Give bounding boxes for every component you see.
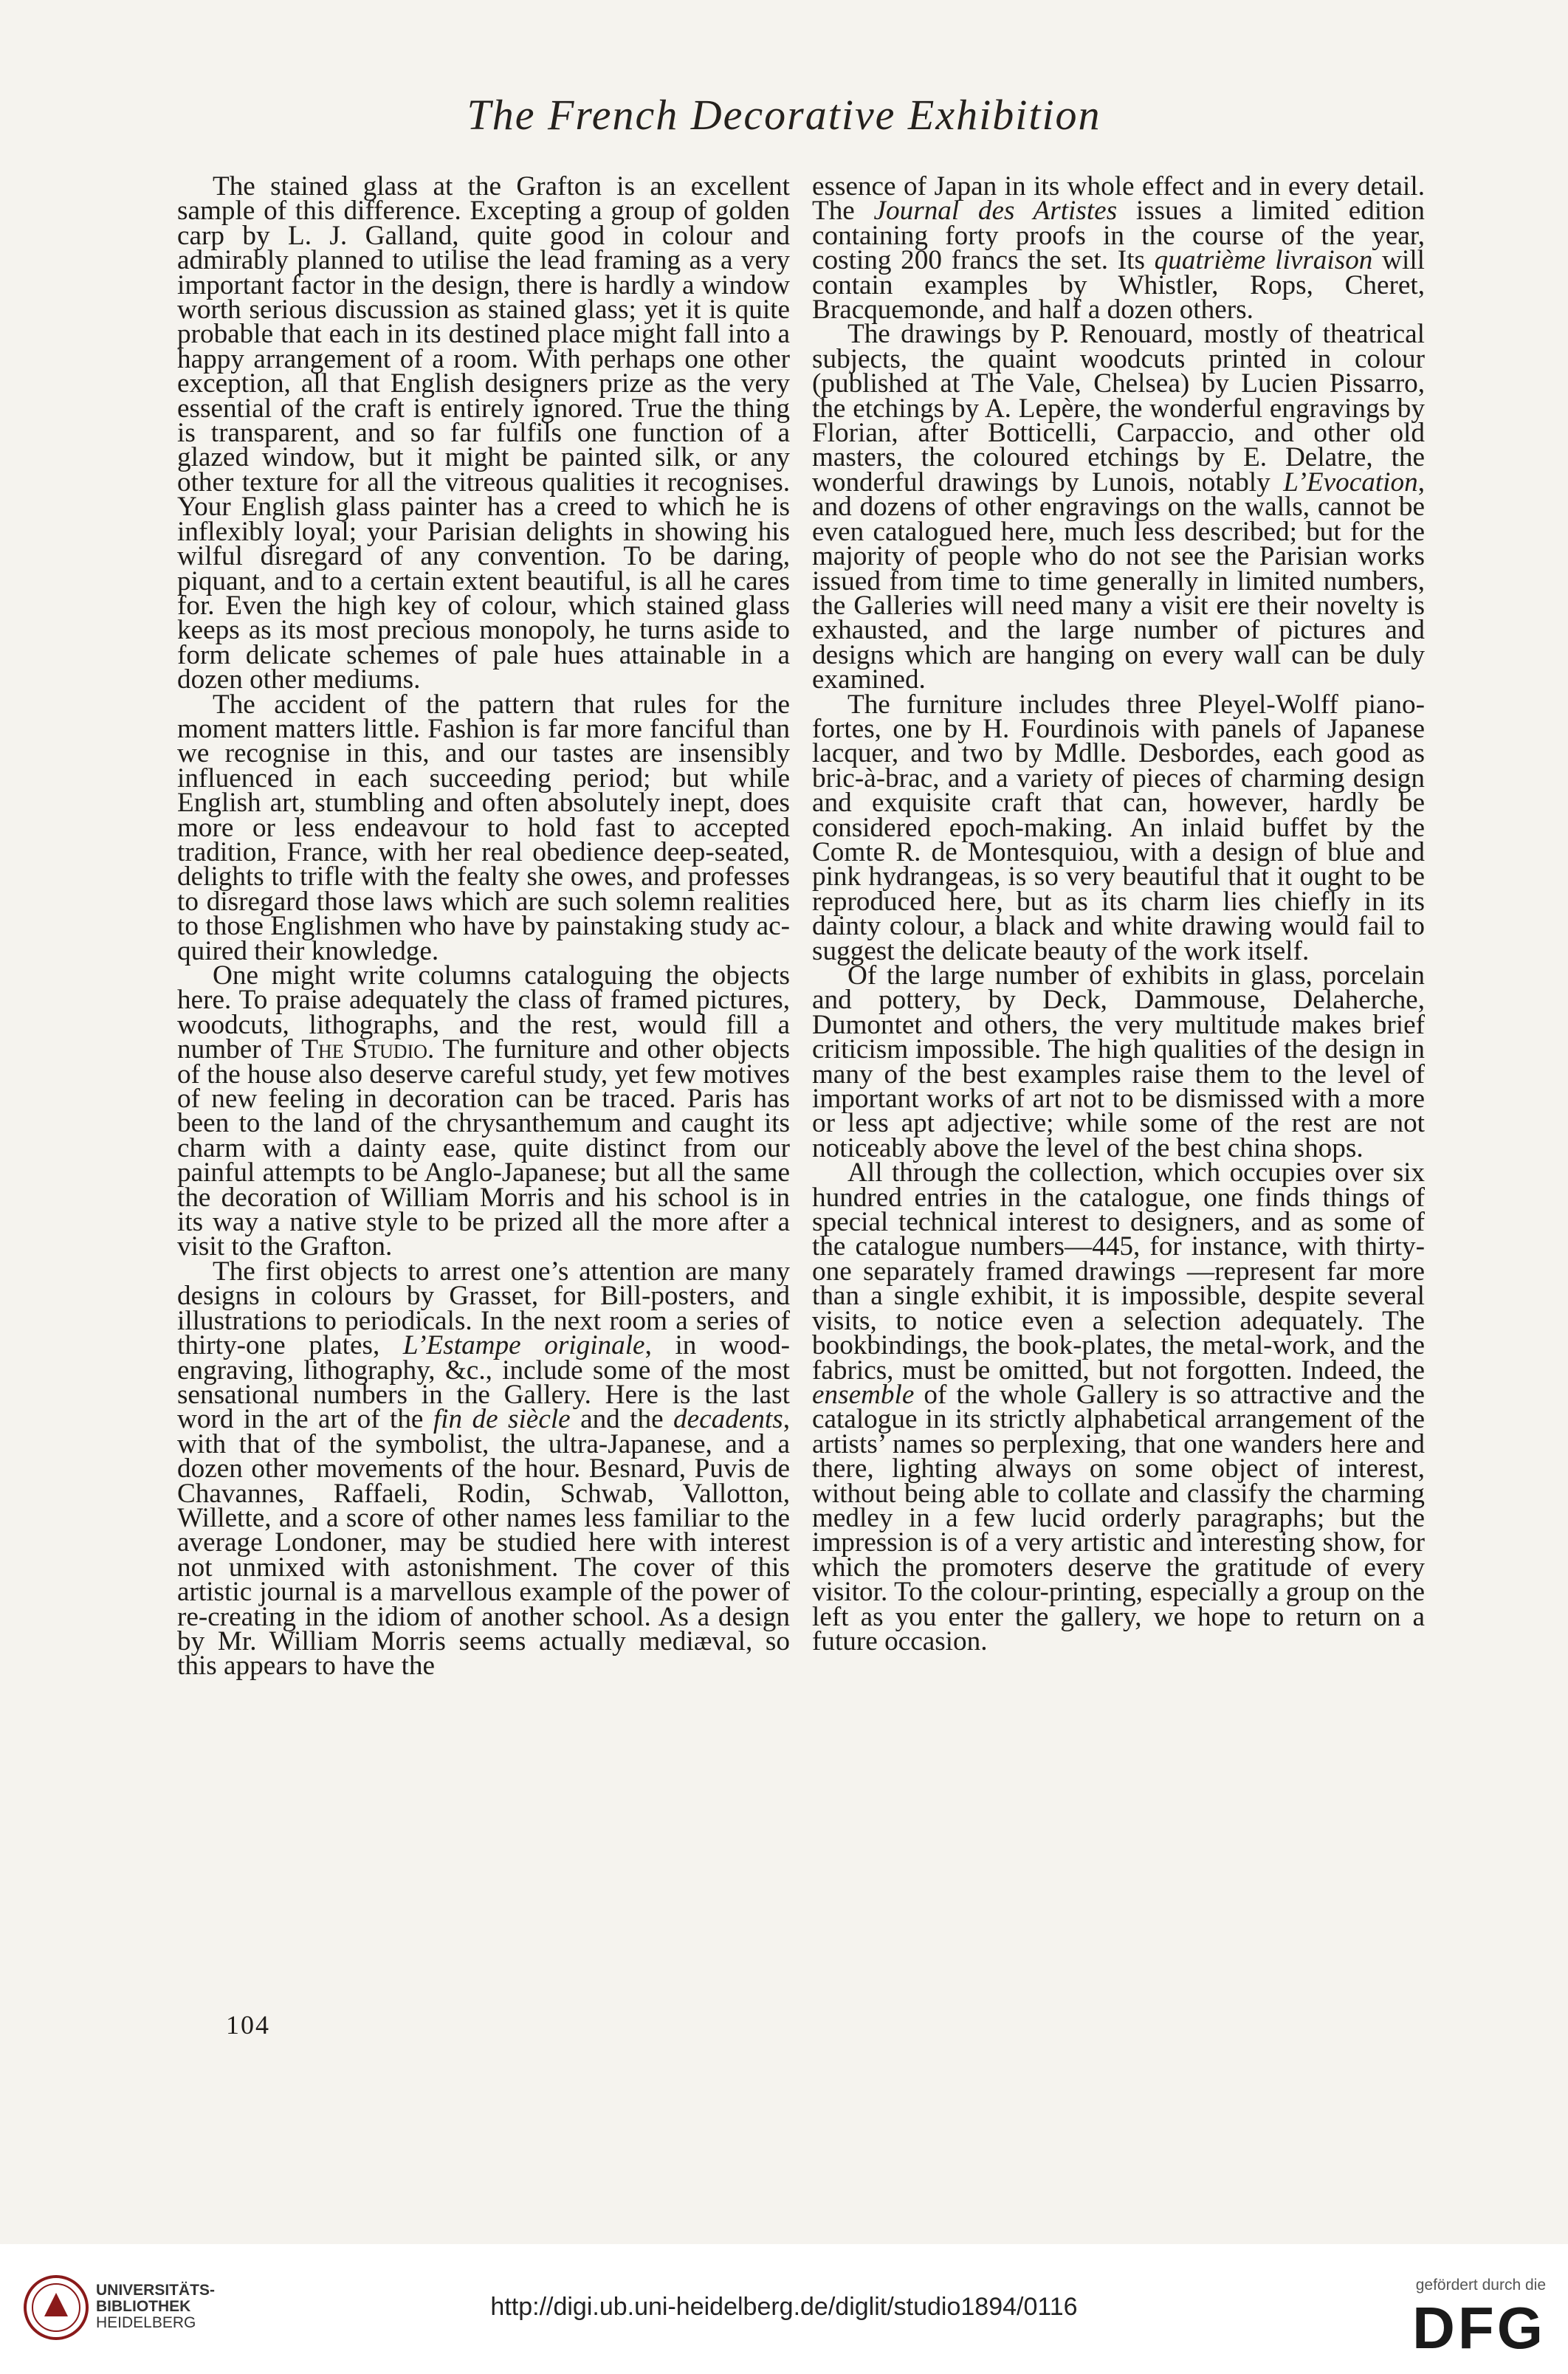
funding-note: gefördert durch die bbox=[1415, 2277, 1546, 2294]
text-run: , and dozens of other engravings on the walls, cannot be even catalogued here, much less described; but for the majority of people who do not see the Parisian works issued from time to time generally in limited numbers, the Galleries will need many a visit ere their novelty is exhausted, and the large number of pictures and designs which are hanging on every wall can be duly examined. bbox=[812, 467, 1425, 695]
italic-phrase: ensemble bbox=[812, 1379, 915, 1410]
text-run: One might write columns cataloguing the objects here. To praise adequately the class of framed pictures, woodcuts, lithographs, and the rest, would fill a number of bbox=[177, 960, 790, 1065]
text-run: , with that of the symbolist, the ultra-Japanese, and a dozen other movements of the hour. Besnard, Puvis de Chavannes, Raffaeli, Rodin, Schwab, Vallotton, Willette, and a score of other names less familiar to the average Londoner, may be studied here with interest not unmixed with astonishment. The cover of this artistic journal is a marvellous example of the power of re-creating in the idiom of another school. As a design by Mr. William Morris seems actually mediæval, so this appears to have the bbox=[177, 1404, 791, 1682]
text-run: The first objects to arrest one’s attention are many designs in colours by Grasset, for Bill-posters, and illustrations to periodicals. In the next room a series of thirty-one plates, bbox=[177, 1256, 790, 1361]
text-run: issues a limited edition containing forty proofs in the course of the year, costing 200 francs the set. Its bbox=[812, 196, 1425, 276]
italic-title: Journal des Artistes bbox=[873, 196, 1118, 227]
italic-title: L’Evocation bbox=[1283, 467, 1418, 498]
left-column bbox=[177, 171, 791, 1682]
page-number: 104 bbox=[226, 2010, 270, 2040]
paragraph-continued bbox=[812, 171, 1425, 326]
studio-smallcaps: The Studio bbox=[301, 1034, 427, 1065]
text-run: and the bbox=[570, 1404, 674, 1435]
library-line: UNIVERSITÄTS- bbox=[96, 2282, 216, 2299]
text-run: essence of Japan in its whole effect and in every detail. The bbox=[812, 171, 1425, 227]
italic-phrase: fin de siècle bbox=[433, 1404, 571, 1435]
paragraph bbox=[812, 1157, 1425, 1656]
paragraph bbox=[177, 1256, 791, 1682]
library-line: BIBLIOTHEK bbox=[96, 2298, 191, 2315]
source-url-link[interactable]: http://digi.ub.uni-heidelberg.de/diglit/studio1894/0116 bbox=[490, 2293, 1078, 2321]
right-column bbox=[812, 171, 1425, 1656]
text-run: will contain examples by Whistler, Rops, Cheret, Bracquemonde, and half a dozen others. bbox=[812, 245, 1425, 326]
paragraph bbox=[812, 319, 1425, 695]
text-run: , in wood-engraving, lithography, &c., include some of the most sensational numbers in the Gallery. Here is the last word in the art of the bbox=[177, 1330, 791, 1435]
paragraph: Of the large number of exhibits in glass, porcelain and pottery, by Deck, Dammouse, Delaherche, Dumontet and others, the very multitude makes brief criticism impossible. The high qualities of the design in many of the best examples raise them to the level of important works of art not to be dismissed with a more or less apt adjective; while some of the rest are not noticeably above the level of the best china shops. bbox=[812, 960, 1425, 1163]
library-line: HEIDELBERG bbox=[96, 2314, 196, 2331]
dfg-logo: DFG bbox=[1412, 2295, 1546, 2361]
page-title: The French Decorative Exhibition bbox=[467, 91, 1101, 139]
text-run: of the whole Gallery is so attractive and the catalogue in its strictly alphabetical arrangement of the artists’ names so perplexing, that one wanders here and there, lighting always on some object of interest, without being able to collate and classify the charming medley in a few lucid orderly paragraphs; but the impression is of a very artistic and interesting show, for which the promoters deserve the gratitude of every visitor. To the colour-printing, especially a group on the left as you enter the gallery, we hope to return on a future occasion. bbox=[812, 1379, 1425, 1656]
paragraph: The stained glass at the Grafton is an excellent sample of this difference. Excepting a group of golden carp by L. J. Galland, quite good in colour and admirably planned to utilise the lead framing as a very important factor in the design, there is hardly a window worth serious discussion as stained glass; yet it is quite probable that each in its destined place might fall into a happy arrangement of a room. With perhaps one other exception, all that English designers prize as the very essential of the craft is entirely ignored. True the thing is transparent, and so far fulfils one function of a glazed window, but it might be painted silk, or any other texture for all the vitreous qualities it recognises. Your English glass painter has a creed to which he is inflexibly loyal; your Parisian delights in showing his wilful disregard of any convention. To be daring, piquant, and to a certain extent beautiful, is all he cares for. Even the high key of colour, which stained glass keeps as its most precious monopoly, he turns aside to form delicate schemes of pale hues attainable in a dozen other mediums. bbox=[177, 171, 790, 695]
italic-phrase: quatrième livraison bbox=[1154, 245, 1373, 276]
text-run: All through the collection, which occupies over six hundred entries in the catalogue, one finds things of special technical interest to designers, and as some of the catalogue numbers—445, for instance, with thirty-one separately framed drawings —represent far more than a single exhibit, it is impossible, despite several visits, to notice even a selection adequately. The bookbindings, the book-plates, the metal-work, and the fabrics, must be omitted, but not forgotten. Indeed, the bbox=[812, 1157, 1425, 1386]
text-run: The drawings by P. Renouard, mostly of theatrical subjects, the quaint woodcuts printed in colour (published at The Vale, Chelsea) by Lucien Pissarro, the etchings by A. Lepère, the wonderful engravings by Florian, after Botticelli, Carpaccio, and other old masters, the coloured etchings by E. Delatre, the wonderful drawings by Lunois, notably bbox=[812, 319, 1425, 498]
text-run: . The furniture and other objects of the house also deserve careful study, yet few motives of new feeling in decoration can be traced. Paris has been to the land of the chrysanthemum and caught its charm with a dainty ease, quite distinct from our painful attempts to be Anglo-Japanese; but all the same the decoration of William Morris and his school is in its way a native style to be prized all the more after a visit to the Grafton. bbox=[177, 1034, 790, 1262]
italic-phrase: decadents bbox=[673, 1404, 783, 1435]
paragraph: The accident of the pattern that rules for the moment matters little. Fashion is far more fanciful than we recognise in this, and our tastes are insensibly influenced in each succeeding period; but while English art, stumbling and often absolutely inept, does more or less endeavour to hold fast to accepted tradition, France, with her real obedience deep-seated, delights to trifle with the fealty she owes, and professes to disregard those laws which are such solemn realities to those Englishmen who have by painstaking study acquired their knowledge. bbox=[177, 689, 790, 966]
italic-title: L’Estampe originale bbox=[402, 1330, 645, 1361]
digitization-footer bbox=[0, 2244, 1568, 2374]
paragraph: The furniture includes three Pleyel-Wolff pianofortes, one by H. Fourdinois with panels of Japanese lacquer, and two by Mdlle. Desbordes, each good as bric-à-brac, and a variety of pieces of charming design and exquisite craft that can, however, hardly be considered epoch-making. An inlaid buffet by the Comte R. de Montesquiou, with a design of blue and pink hydrangeas, is so very beautiful that it ought to be reproduced here, but as its charm lies chiefly in its dainty colour, a black and white drawing would fail to suggest the delicate beauty of the work itself. bbox=[812, 689, 1425, 966]
paragraph bbox=[177, 960, 790, 1262]
